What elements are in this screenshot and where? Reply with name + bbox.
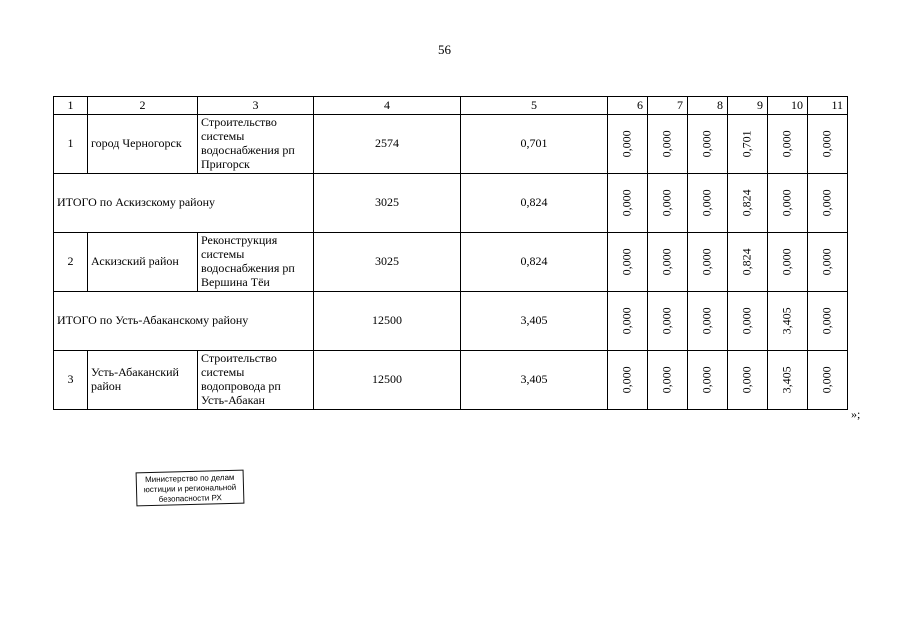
value-cell: 3025 <box>314 233 461 292</box>
year-value: 0,000 <box>779 189 794 217</box>
year-value: 0,000 <box>659 366 674 394</box>
year-value: 0,000 <box>619 366 634 394</box>
value-cell: 0,824 <box>461 233 608 292</box>
year-value: 0,000 <box>619 130 634 158</box>
data-table <box>53 96 848 410</box>
year-value: 0,000 <box>819 189 834 217</box>
total-label: ИТОГО по Усть-Абаканскому району <box>54 292 314 351</box>
ministry-stamp <box>136 470 245 507</box>
year-value: 0,000 <box>739 307 754 335</box>
year-value: 0,000 <box>659 248 674 276</box>
col-header: 11 <box>808 97 848 115</box>
year-value: 0,000 <box>819 307 834 335</box>
year-value: 3,405 <box>779 307 794 335</box>
value-cell: 12500 <box>314 292 461 351</box>
value-cell: 12500 <box>314 351 461 410</box>
row-number: 3 <box>54 351 88 410</box>
year-value: 3,405 <box>779 366 794 394</box>
row-number: 1 <box>54 115 88 174</box>
stamp-line: юстиции и региональной <box>143 482 237 495</box>
year-value: 0,000 <box>779 130 794 158</box>
year-value: 0,000 <box>659 130 674 158</box>
year-value: 0,000 <box>659 307 674 335</box>
year-value: 0,000 <box>739 366 754 394</box>
page-number: 56 <box>438 42 451 57</box>
value-cell: 0,701 <box>461 115 608 174</box>
object-cell: Реконструкция системы водоснабжения рп Вершина Тёи <box>198 233 314 292</box>
year-value: 0,000 <box>699 248 714 276</box>
col-header: 4 <box>314 97 461 115</box>
year-value: 0,701 <box>739 130 754 158</box>
district-cell: Усть-Абаканский район <box>88 351 198 410</box>
table-row <box>54 233 848 292</box>
year-value: 0,000 <box>699 307 714 335</box>
header-row <box>54 97 848 115</box>
year-value: 0,000 <box>699 189 714 217</box>
col-header: 10 <box>768 97 808 115</box>
year-value: 0,000 <box>619 307 634 335</box>
row-number: 2 <box>54 233 88 292</box>
col-header: 6 <box>608 97 648 115</box>
year-value: 0,000 <box>699 366 714 394</box>
total-row <box>54 174 848 233</box>
table-row <box>54 351 848 410</box>
value-cell: 3025 <box>314 174 461 233</box>
value-cell: 2574 <box>314 115 461 174</box>
col-header: 3 <box>198 97 314 115</box>
district-cell: Аскизский район <box>88 233 198 292</box>
value-cell: 0,824 <box>461 174 608 233</box>
year-value: 0,000 <box>819 130 834 158</box>
year-value: 0,000 <box>619 189 634 217</box>
year-value: 0,000 <box>699 130 714 158</box>
year-value: 0,000 <box>819 366 834 394</box>
value-cell: 3,405 <box>461 351 608 410</box>
year-value: 0,000 <box>619 248 634 276</box>
col-header: 5 <box>461 97 608 115</box>
year-value: 0,824 <box>739 248 754 276</box>
year-value: 0,000 <box>819 248 834 276</box>
col-header: 1 <box>54 97 88 115</box>
year-value: 0,824 <box>739 189 754 217</box>
value-cell: 3,405 <box>461 292 608 351</box>
total-row <box>54 292 848 351</box>
stamp-line: Министерство по делам <box>144 472 235 485</box>
col-header: 8 <box>688 97 728 115</box>
col-header: 7 <box>648 97 688 115</box>
year-value: 0,000 <box>659 189 674 217</box>
total-label: ИТОГО по Аскизскому району <box>54 174 314 233</box>
col-header: 9 <box>728 97 768 115</box>
col-header: 2 <box>88 97 198 115</box>
object-cell: Строительство системы водоснабжения рп Пригорск <box>198 115 314 174</box>
district-cell: город Черногорск <box>88 115 198 174</box>
closing-quote: »; <box>851 407 861 421</box>
stamp-line: безопасности РХ <box>158 493 222 504</box>
object-cell: Строительство системы водопровода рп Усть-Абакан <box>198 351 314 410</box>
table-row <box>54 115 848 174</box>
year-value: 0,000 <box>779 248 794 276</box>
